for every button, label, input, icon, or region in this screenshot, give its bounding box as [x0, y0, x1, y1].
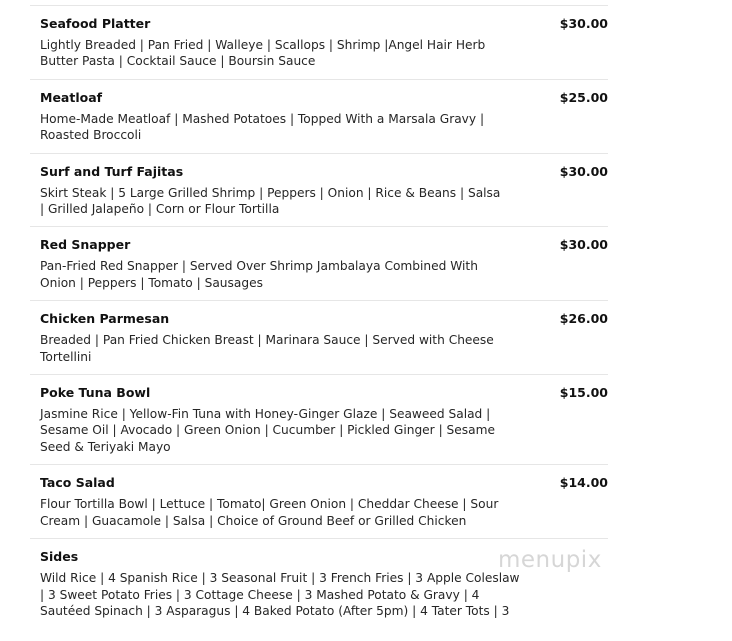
sides-heading: Sides — [40, 549, 79, 565]
item-description: Jasmine Rice | Yellow-Fin Tuna with Honey-Ginger Glaze | Seaweed Salad | Sesame Oil | Avocado | Green Onion | Cucumber | Pickled Ginger | Sesame Seed & Teriyaki Mayo — [40, 407, 495, 454]
item-description: Home-Made Meatloaf | Mashed Potatoes | Topped With a Marsala Gravy | Roasted Broccoli — [40, 111, 485, 143]
item-name: Chicken Parmesan — [40, 311, 170, 327]
item-description: Breaded | Pan Fried Chicken Breast | Marinara Sauce | Served with Cheese Tortellini — [40, 333, 494, 364]
item-name: Taco Salad — [40, 475, 115, 491]
item-name: Meatloaf — [40, 89, 103, 105]
item-price: $15.00 — [559, 385, 608, 401]
item-description: Lightly Breaded | Pan Fried | Walleye | Scallops | Shrimp |Angel Hair Herb Butter Pasta | Cocktail Sauce | Boursin Sauce — [40, 38, 486, 69]
item-price: $14.00 — [559, 475, 608, 491]
item-description: Pan-Fried Red Snapper | Served Over Shrimp Jambalaya Combined With Onion | Peppers | Tomato | Sausages — [40, 259, 478, 290]
menu-item — [30, 227, 608, 301]
item-name: Poke Tuna Bowl — [40, 385, 151, 401]
menu-item — [30, 80, 608, 154]
item-price: $30.00 — [559, 237, 608, 253]
item-description: Flour Tortilla Bowl | Lettuce | Tomato| Green Onion | Cheddar Cheese | Sour Cream | Guacamole | Salsa | Choice of Ground Beef or Grilled Chicken — [40, 497, 499, 528]
item-price: $30.00 — [559, 163, 608, 179]
item-name: Seafood Platter — [40, 16, 151, 31]
item-description: Skirt Steak | 5 Large Grilled Shrimp | Peppers | Onion | Rice & Beans | Salsa | Grilled Jalapeño | Corn or Flour Tortilla — [40, 185, 501, 217]
item-name: Red Snapper — [40, 237, 131, 253]
menu-item — [30, 465, 608, 539]
item-name: Surf and Turf Fajitas — [40, 163, 184, 179]
menu-item — [30, 375, 608, 465]
menu-item — [30, 154, 608, 228]
item-price: $26.00 — [559, 311, 608, 327]
menu-item — [30, 6, 608, 80]
menu-item — [30, 301, 608, 375]
sides-description: Wild Rice | 4 Spanish Rice | 3 Seasonal Fruit | 3 French Fries | 3 Apple Coleslaw | 3 Sweet Potato Fries | 3 Cottage Cheese | 3 Mashed Potato & Gravy | 4 Sautéed Spinach | 3 Asparagus | 4 Baked Potato (After 5pm) | 4 Tater Tots | 3 — [40, 571, 520, 618]
menu-list — [30, 5, 608, 628]
menupix-watermark: menupix — [498, 547, 602, 573]
item-price: $30.00 — [559, 16, 608, 31]
item-price: $25.00 — [559, 89, 608, 105]
